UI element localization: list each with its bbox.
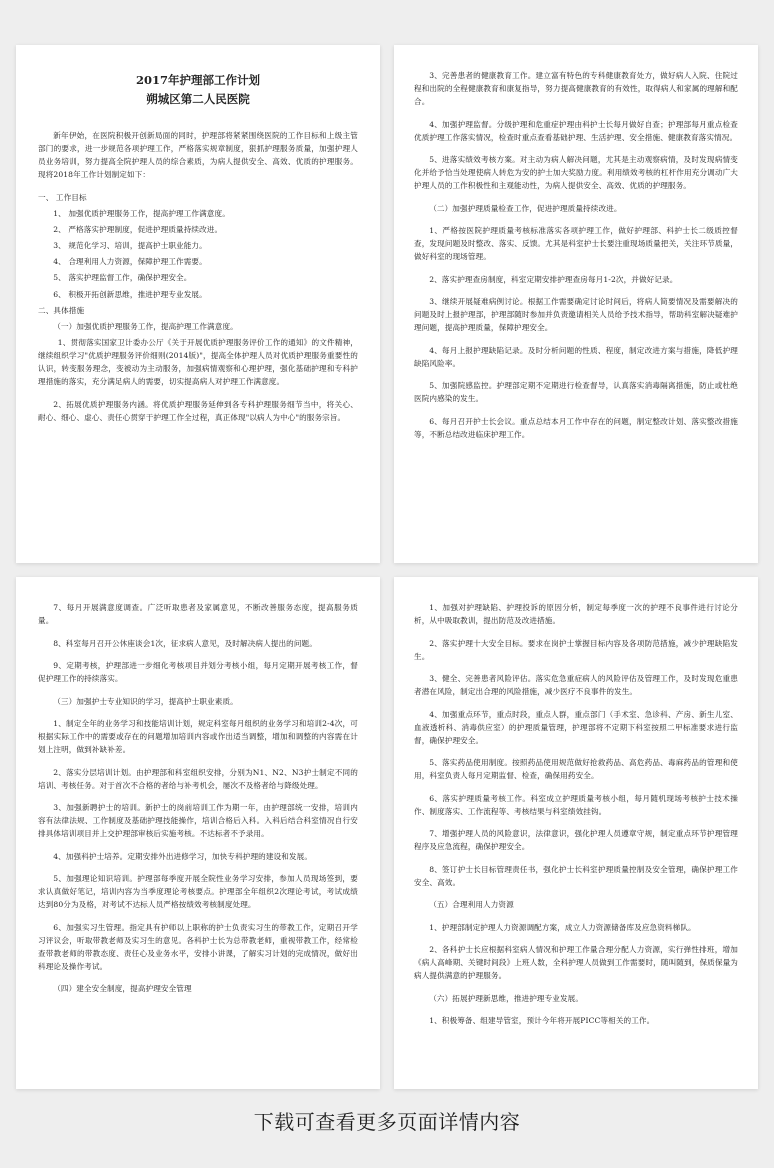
goal-item: 6、 积极开拓创新思维，推进护理专业发展。 — [53, 289, 207, 299]
download-prompt-text: 下载可查看更多页面详情内容 — [253, 1110, 521, 1134]
measure-paragraph: 4、加强护理监督。分级护理和危重症护理由科护士长每月做好自查；护理部每月重点检查优质护理工作落实情况，检查时重点查看基础护理、生活护理、安全措施、健康教育落实情况。 — [414, 119, 738, 142]
subsection-heading: （六）拓展护理新思维，推进护理专业发展。 — [429, 993, 584, 1003]
measure-paragraph: 3、继续开展疑难病例讨论。根据工作需要确定讨论时间后，将病人简要情况及需要解决的问题及时上报护理部，护理部随时参加并负责邀请相关人员给予技术指导，帮助科室解决疑难护理问题，提高护理质量，保障护理安全。 — [414, 297, 738, 332]
document-page-3 — [16, 577, 380, 1089]
measure-paragraph: 2、落实护理十大安全目标。要求在岗护士掌握目标内容及各项防范措施，减少护理缺陷发生。 — [414, 638, 738, 661]
measure-paragraph: 7、每月开展满意度调查。广泛听取患者及家属意见，不断改善服务态度，提高服务质量。 — [38, 603, 358, 625]
measure-paragraph: 2、落实分层培训计划。由护理部和科室组织安排，分别为N1、N2、N3护士制定不同的培训、考核任务。对于首次不合格的者给与补考机会，屡次不及格者给与降级处理。 — [38, 767, 358, 790]
measure-paragraph: 6、落实护理质量考核工作。科室成立护理质量考核小组，每月随机现场考核护士技术操作、制度落实、工作流程等、考核结果与科室绩效挂钩。 — [414, 793, 738, 816]
measure-paragraph: 6、加强实习生管理。指定具有护师以上职称的护士负责实习生的带教工作，定期召开学习评议会，听取带教老师及实习生的意见。各科护士长为总带教老师，重视带教工作，经常检查带教老师的带教态度、责任心及业务水平，安排小讲课，了解实习计划的完成情况，做好出科理论及操作考试。 — [38, 922, 358, 971]
measure-paragraph: 1、护理部制定护理人力资源调配方案，成立人力资源储备库及应急资料梯队。 — [429, 922, 696, 932]
subsection-heading: （二）加强护理质量检查工作，促进护理质量持续改进。 — [429, 203, 622, 213]
document-page-1 — [16, 45, 380, 563]
measure-paragraph: 1、制定全年的业务学习和技能培训计划，规定科室每月组织的业务学习和培训2-4次，可根据实际工作中的需要或存在的问题增加培训内容或作出适当调整，增加和调整的内容需在计划上注明，做到补缺补差。 — [38, 719, 358, 754]
document-subtitle: 朔城区第二人民医院 — [146, 92, 250, 106]
measure-paragraph: 5、加强理论知识培训。护理部每季度开展全院性业务学习安排，参加人员现场签到，要求认真做好笔记，培训内容为当季度理论考核要点。护理部全年组织2次理论考试，考试成绩达到80分为及格，对考试不达标人员严格按绩效考核制度处理。 — [38, 874, 358, 909]
measure-paragraph: 4、加强科护士培养。定期安排外出进修学习，加快专科护理的建设和发展。 — [53, 851, 313, 861]
goal-item: 1、 加强优质护理服务工作，提高护理工作满意度。 — [53, 208, 230, 218]
subsection-heading: （五）合理利用人力资源 — [429, 900, 514, 909]
goal-item: 4、 合理利用人力资源，保障护理工作需要。 — [53, 257, 207, 267]
subsection-heading: （三）加强护士专业知识的学习，提高护士职业素质。 — [53, 696, 238, 706]
measure-paragraph: 3、加强新聘护士的培训。新护士的岗前培训工作为期一年，由护理部统一安排，培训内容有法律法规、工作制度及基础护理技能操作，培训合格后入科。入科后结合科室情况自行安排具体培训项目并上交护理部审核后实施考核。不达标者不予录用。 — [38, 803, 358, 838]
goal-item: 5、 落实护理监督工作，确保护理安全。 — [53, 273, 192, 283]
measure-paragraph: 8、科室每月召开公休座谈会1次，征求病人意见，及时解决病人提出的问题。 — [53, 638, 317, 648]
document-page-4 — [394, 577, 758, 1089]
measure-paragraph: 5、进落实绩效考核方案。对主动为病人解决问题，尤其是主动观察病情，及时发现病情变化并给予恰当处理使病人转危为安的护士加大奖励力度。利用绩效考核的杠杆作用充分调动广大护理人员的工作积极性和主观能动性，为病人提供安全、高效、优质的护理服务。 — [414, 155, 738, 190]
subsection-heading: （一）加强优质护理服务工作，提高护理工作满意度。 — [53, 322, 238, 331]
measure-paragraph: 1、贯彻落实国家卫计委办公厅《关于开展优质护理服务评价工作的通知》的文件精神，继续组织学习"优质护理服务评价细则(2014版)"，提高全体护理人员对优质护理服务重要性的认识，转变服务理念，变被动为主动服务，加强病情观察和心理护理，强化基础护理和专科护理措施的落实，充分满足病人的需要，切实提高病人对护理工作满意度。 — [38, 338, 358, 387]
goal-item: 3、 规范化学习、培训，提高护士职业能力。 — [53, 241, 207, 251]
measure-paragraph: 4、每月上报护理缺陷记录。及时分析问题的性质、程度，制定改进方案与措施，降低护理缺陷风险率。 — [414, 345, 738, 368]
measure-paragraph: 3、完善患者的健康教育工作。建立富有特色的专科健康教育处方，做好病人入院、住院过程和出院的全程健康教育和康复指导，努力提高健康教育的有效性，取得病人和家属的理解和配合。 — [414, 71, 738, 106]
measure-paragraph: 3、健全、完善患者风险评估。落实危急重症病人的风险评估及管理工作，及时发现危重患者潜在风险，制定出合理的风险措施，减少医疗不良事件的发生。 — [414, 674, 738, 696]
section-heading: 二、具体措施 — [38, 305, 85, 315]
intro-paragraph: 新年伊始，在医院积极开创新局面的同时，护理部将紧紧围绕医院的工作目标和上级主管部门的要求，进一步规范各项护理工作，严格落实规章制度，狠抓护理服务质量，加强护理人员业务培训，努力提高全院护理人员的综合素质，为病人提供安全、高效、优质的护理服务。现将2018年工作计划制定如下： — [38, 131, 358, 179]
measure-paragraph: 2、落实护理查房制度，科室定期安排护理查房每月1-2次，并做好记录。 — [429, 274, 678, 284]
measure-paragraph: 8、签订护士长目标管理责任书，强化护士长科室护理质量控制及安全管理，确保护理工作安全、高效。 — [414, 864, 738, 887]
document-page-2 — [394, 45, 758, 563]
measure-paragraph: 1、加强对护理缺陷、护理投诉的原因分析，制定每季度一次的护理不良事件进行讨论分析，从中吸取教训，提出防范及改进措施。 — [414, 603, 738, 625]
measure-paragraph: 9、定期考核，护理部进一步细化考核项目并划分考核小组，每月定期开展考核工作，督促护理工作的持续落实。 — [38, 661, 358, 683]
measure-paragraph: 5、加强院感监控。护理部定期不定期进行检查督导，认真落实消毒隔离措施，防止或杜绝医院内感染的发生。 — [414, 381, 738, 403]
measure-paragraph: 2、各科护士长应根据科室病人情况和护理工作量合理分配人力资源，实行弹性排班，增加《病人高峰期、关键时间段》上班人数，全科护理人员做到工作需要时，随叫随到，保质保量为病人提供满意的护理服务。 — [414, 945, 738, 980]
measure-paragraph: 4、加强重点环节，重点时段，重点人群，重点部门（手术室、急诊科、产房、新生儿室、血液透析科、消毒供应室）的护理质量管理，护理部将不定期下科室按照二甲标准要求进行监督，确保护理安全。 — [414, 709, 738, 745]
measure-paragraph: 1、积极筹备、组建导管室，预计今年将开展PICC等相关的工作。 — [429, 1016, 655, 1025]
section-heading: 一、 工作目标 — [38, 192, 87, 202]
goal-item: 2、 严格落实护理制度，促进护理质量持续改进。 — [53, 224, 223, 234]
measure-paragraph: 6、每月召开护士长会议。重点总结本月工作中存在的问题，制定整改计划、落实整改措施等，不断总结改进临床护理工作。 — [414, 416, 738, 439]
measure-paragraph: 1、严格按医院护理质量考核标准落实各项护理工作，做好护理部、科护士长二级质控督查，发现问题及时整改、落实、反馈。尤其是科室护士长要注重现场质量把关，关注环节质量，做好科室的现场管理。 — [414, 226, 738, 261]
document-title: 2017年护理部工作计划 — [135, 73, 260, 87]
measure-paragraph: 5、落实药品使用制度。按照药品使用规范做好抢救药品、高危药品、毒麻药品的管理和使用，科室负责人每月定期监督、检查，确保用药安全。 — [414, 758, 738, 780]
subsection-heading: （四）建全安全制度，提高护理安全管理 — [53, 984, 192, 993]
measure-paragraph: 7、增强护理人员的风险意识，法律意识，强化护理人员遵章守规，制定重点环节护理管理程序及应急流程，确保护理安全。 — [414, 829, 738, 851]
measure-paragraph: 2、拓展优质护理服务内涵。将优质护理服务延伸到各专科护理服务细节当中，将关心、耐心、细心、虚心、责任心贯穿于护理工作全过程，真正体现"以病人为中心"的服务宗旨。 — [38, 399, 358, 422]
